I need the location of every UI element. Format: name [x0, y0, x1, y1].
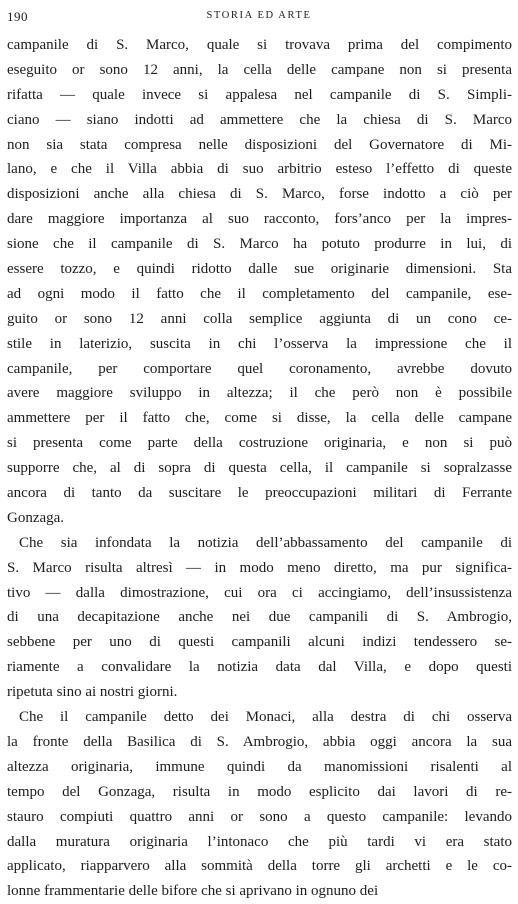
text-line: lano, e che il Villa abbia di suo arbitrio esteso l’effetto di queste — [7, 161, 512, 178]
text-line: campanile di S. Marco, quale si trovava prima del compimento — [7, 37, 512, 53]
text-line: rifatta — quale invece si appalesa nel campanile di S. Simpli- — [7, 86, 512, 103]
text-line: guito or sono 12 anni colla semplice aggiunta di un cono ce- — [7, 310, 512, 327]
text-line: supporre che, al di sopra di questa cella, il campanile si sopralzasse — [7, 460, 512, 477]
text-line: avere maggiore sviluppo in altezza; il che però non è possibile — [7, 385, 512, 402]
text-line: ad ogni modo il fatto che il completamento del campanile, ese- — [7, 285, 512, 302]
text-line: dare maggiore importanza al suo racconto, fors’anco per la impres- — [7, 211, 512, 228]
paragraph — [7, 531, 512, 705]
text-line: riamente a convalidare la notizia data dal Villa, e dopo questi — [7, 659, 512, 676]
running-title: STORIA ED ARTE — [206, 10, 312, 21]
text-line: si presenta come parte della costruzione originaria, e non si può — [7, 435, 512, 452]
paragraph — [7, 33, 512, 531]
text-line: S. Marco risulta altresì — in modo meno diretto, ma pur significa- — [7, 559, 512, 576]
text-line: ammettere per il fatto che, come si disse, la cella delle campane — [7, 410, 512, 427]
text-line: dalla muratura originaria l’intonaco che più tardi vi era stato — [7, 833, 512, 850]
text-line: non sia stata compresa nelle disposizioni del Governatore di Mi- — [7, 136, 512, 153]
text-line: Che il campanile detto dei Monaci, alla destra di chi osserva — [19, 709, 512, 726]
text-line: applicato, riapparvero alla sommità della torre gli archetti e le co- — [7, 858, 512, 875]
text-line: essere tozzo, e quindi ridotto dalle sue originarie dimensioni. Sta — [7, 261, 512, 278]
text-line: stauro compiuti quattro anni or sono a questo campanile: levando — [7, 808, 512, 825]
paragraph — [7, 705, 512, 904]
text-line: disposizioni anche alla chiesa di S. Marco, forse indotto a ciò per — [7, 186, 512, 203]
text-line: la fronte della Basilica di S. Ambrogio, abbia oggi ancora la sua — [7, 733, 512, 750]
text-line: lonne frammentarie delle bifore che si aprivano in ognuno dei — [7, 883, 379, 900]
text-line: tempo del Gonzaga, risulta in modo esplicito dai lavori di re- — [7, 783, 512, 800]
text-line: sione che il campanile di S. Marco ha potuto produrre in lui, di — [7, 236, 512, 253]
text-line: Che sia infondata la notizia dell’abbassamento del campanile di — [19, 534, 512, 551]
page-number: 190 — [7, 9, 28, 24]
text-line: ripetuta sino ai nostri giorni. — [7, 684, 178, 701]
page-header — [7, 9, 511, 25]
text-line: eseguito or sono 12 anni, la cella delle campane non si presenta — [7, 61, 512, 78]
text-line: tivo — dalla dimostrazione, cui ora ci accingiamo, dell’insussistenza — [7, 584, 512, 601]
text-line: altezza originaria, immune quindi da manomissioni risalenti al — [7, 758, 512, 775]
text-line: stile in laterizio, suscita in chi l’osserva la impressione che il — [7, 335, 512, 352]
text-line: campanile, per comportare quel coronamento, avrebbe dovuto — [7, 360, 512, 377]
body-text — [7, 33, 512, 904]
text-line: ciano — siano indotti ad ammettere che la chiesa di S. Marco — [7, 111, 512, 128]
text-line: di una decapitazione anche nei due campanili di S. Ambrogio, — [7, 609, 512, 626]
text-line: ancora di tanto da suscitare le preoccupazioni militari di Ferrante — [7, 485, 512, 502]
text-line: Gonzaga. — [7, 509, 65, 526]
text-line: sebbene per uno di questi campanili alcuni indizi tendessero se- — [7, 634, 512, 651]
